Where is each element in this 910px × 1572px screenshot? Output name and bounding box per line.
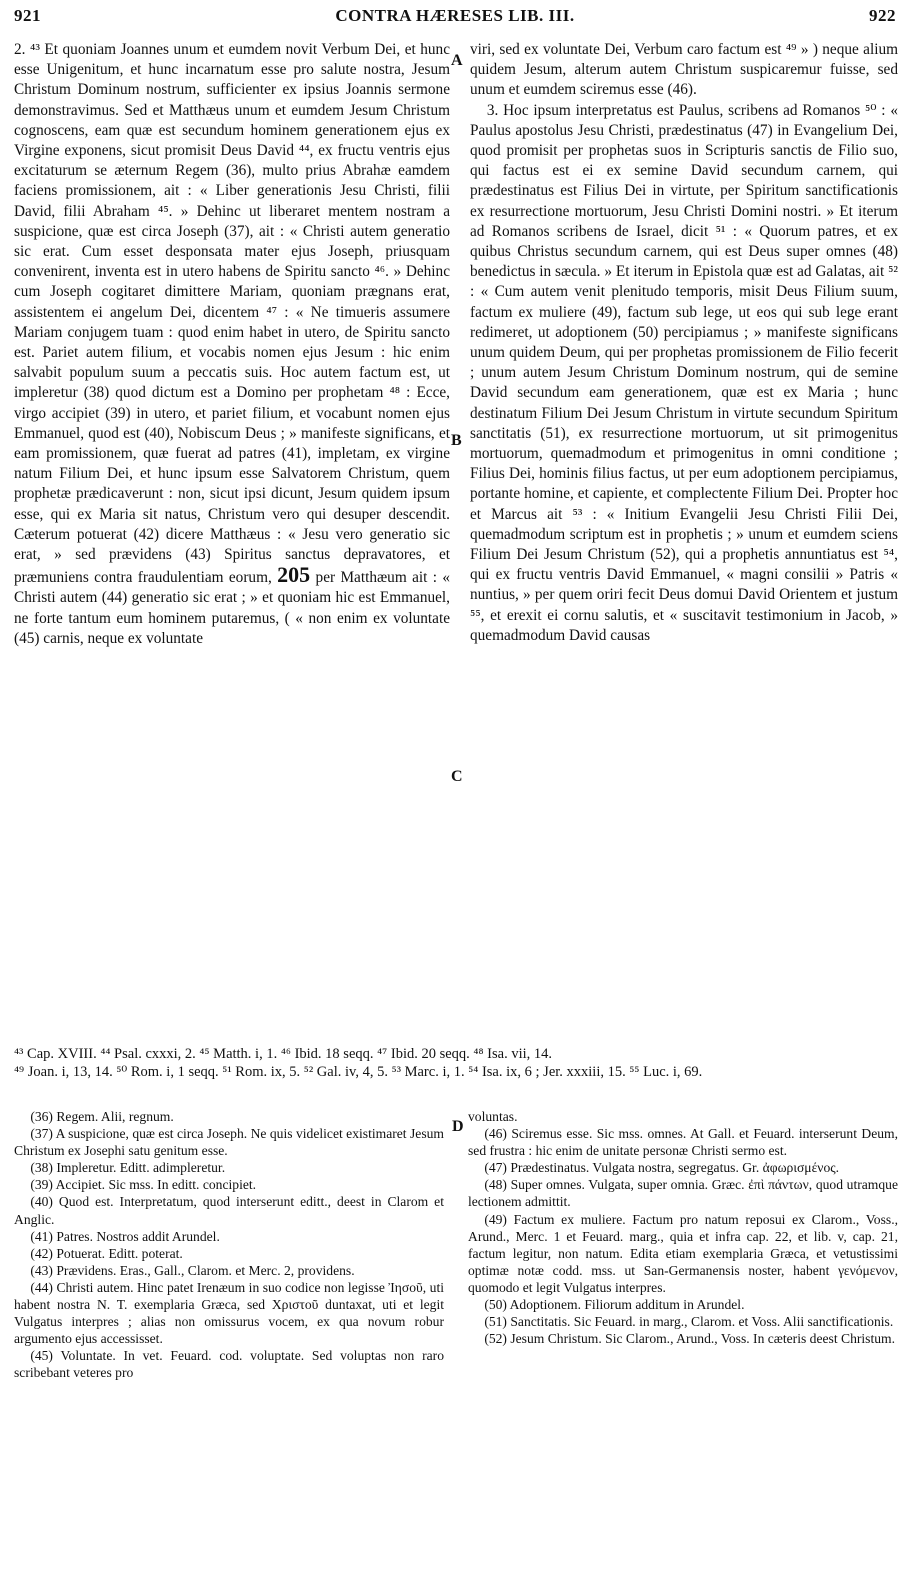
footnote: (51) Sanctitatis. Sic Feuard. in marg., Clarom. et Voss. Alii sanctificationis.: [484, 1314, 894, 1330]
footnote: (38) Impleretur. Editt. adimpleretur.: [30, 1160, 226, 1176]
margin-letter-a: A: [451, 52, 463, 69]
footnote: voluntas.: [468, 1109, 518, 1124]
footnote: (37) A suspicione, quæ est circa Joseph. Ne quis videlicet existimaret Jesum Christum ex Josephi satu genitum esse.: [14, 1126, 444, 1159]
footnote: (48) Super omnes. Vulgata, super omnia. Græc. ἐπὶ πάντων, quod utramque lectionem admittit.: [468, 1177, 898, 1210]
footnote: (49) Factum ex muliere. Factum pro natum reposui ex Clarom., Voss., Arund., Merc. 1 et Feuard. marg., quia et infra cap. 22, et lib. v, cap. 21, factum legitur, non natum. Edita etiam exemplaria Græca, et vetustissimi optimæ notæ codd. mss. ut San-Germanensis noster, habent γενόμενον, quomodo et legit Vulgatus interpres.: [468, 1211, 898, 1295]
footnote: (41) Patres. Nostros addit Arundel.: [30, 1228, 220, 1244]
page-number-left: 921: [14, 6, 41, 25]
footnote: (42) Potuerat. Editt. poterat.: [30, 1245, 183, 1261]
footnote: (40) Quod est. Interpretatum, quod interserunt editt., deest in Clarom et Anglic.: [14, 1194, 444, 1227]
margin-letter-d: D: [452, 1118, 464, 1135]
footnote: (44) Christi autem. Hinc patet Irenæum in suo codice non legisse Ἰησοῦ, uti habent nostra N. T. exemplaria Græca, sed Χριστοῦ duntaxat, uti et legit Vulgatus interpres ; alias non omissurus vocem, ex qua novum robur argumento ejus accessisset.: [14, 1279, 444, 1347]
footnote: (36) Regem. Alii, regnum.: [30, 1109, 174, 1124]
footnote: (45) Voluntate. In vet. Feuard. cod. voluptate. Sed voluptas non raro scribebant veteres pro: [14, 1348, 444, 1381]
footnote: (52) Jesum Christum. Sic Clarom., Arund., Voss. In cæteris deest Christum.: [484, 1331, 896, 1347]
footnote: (43) Prævidens. Eras., Gall., Clarom. et Merc. 2, providens.: [30, 1262, 355, 1278]
footnote: (47) Prædestinatus. Vulgata nostra, segregatus. Gr. ἀφωρισμένος.: [484, 1160, 840, 1176]
footnotes-left: [14, 1108, 444, 1382]
running-title: CONTRA HÆRESES LIB. III.: [335, 6, 575, 25]
footnote: (46) Sciremus esse. Sic mss. omnes. At Gall. et Feuard. interserunt Deum, sed frustra : hic enim de unitate personæ Christi sermo est.: [468, 1126, 898, 1159]
margin-letter-c: C: [451, 768, 463, 785]
margin-letter-b: B: [451, 432, 462, 449]
page-number-right: 922: [869, 6, 896, 25]
left-text-column: [14, 40, 450, 649]
scripture-references: ⁴⁹ Joan. i, 13, 14. ⁵⁰ Rom. i, 1 seqq. ⁵¹ Rom. ix, 5. ⁵² Gal. iv, 4, 5. ⁵³ Marc. i, 1. ⁵⁴ Isa. ix, 6 ; Jer. xxxiii, 15. ⁵⁵ Luc. i, 69.: [14, 1064, 703, 1080]
paragraph: [14, 40, 450, 649]
footnote: (39) Accipiet. Sic mss. In editt. concipiet.: [30, 1177, 257, 1193]
paragraph-text: per Matthæum ait : « Christi autem (44) generatio sic erat ; » et quoniam hic est Emmanuel, ne forte tantum eum hominem putaremus, ( « non enim ex voluntate (45) carnis, neque ex voluntate: [14, 569, 451, 647]
paragraph: 3. Hoc ipsum interpretatus est Paulus, scribens ad Romanos ⁵⁰ : « Paulus apostolus Jesu Christi, prædestinatus (47) in Evangelium Dei, quod promisit per prophetas suos in Scripturis sanctis de Filio suo, qui factus est ei ex semine David secundum carnem, qui prædestinatus est Filius Dei in virtute, per Spiritum sanctificationis ex resurrectione mortuorum, Jesu Christi Domini nostri. » Et iterum ad Romanos scribens de Israel, dicit ⁵¹ : « Quorum patres, et ex quibus Christus secundum carnem, qui est Deus super omnes (48) benedictus in sæcula. » Et iterum in Epistola quæ est ad Galatas, ait ⁵² : « Cum autem venit plenitudo temporis, misit Deus Filium suum, factum ex muliere (49), factum sub lege, ut eos qui sub lege erant redimeret, ut adoptionem (50) percipiamus ; » manifeste significans unum quidem Deum, qui per prophetas promissionem de Filio fecerit ; unum autem Jesum Christum Dominum nostrum, qui de semine David secundum eam generationem, quæ est ex Maria ; hunc destinatum Filium Dei Jesum Christum in virtute secundum Spiritum sanctitatis (51), ex resurrectione mortuorum, ut sit primogenitus mortuorum, quemadmodum et primogenitus in omni conditione ; Filius Dei, hominis filius factus, ut per eum adoptionem percipiamus, portante homine, et capiente, et complectente Filium Dei. Propter hoc et Marcus ait ⁵³ : « Initium Evangelii Jesu Christi Filii Dei, quemadmodum scriptum est in prophetis ; » unum et eumdem sciens Filium Dei Jesum Christum (52), qui a prophetis annuntiatus est ⁵⁴, qui ex fructu ventris David Emmanuel, « magni consilii » Patris « nuntius, » per quem oriri fecit Deus domui David Orientem et justum ⁵⁵, et erexit ei cornu salutis, et « suscitavit testimonium in Jacob, » quemadmodum David causas: [470, 101, 898, 644]
paragraph-text: 2. ⁴³ Et quoniam Joannes unum et eumdem novit Verbum Dei, et hunc esse Unigenitum, et hunc incarnatum esse pro salute nostra, Jesum Christum Dominum nostrum, sufficienter ex ipsius Joannis sermone demonstravimus. Sed et Matthæus unum et eumdem Jesum Christum cognoscens, eam quæ est secundum hominem generationem ejus ex Virgine exponens, sicut promisit Deus David ⁴⁴, ex fructu ventris ejus excitaturum se æternum Regem (36), multo prius Abrahæ eamdem faciens promissionem, ait : « Liber generationis Jesu Christi, filii David, filii Abraham ⁴⁵. » Dehinc ut liberaret mentem nostram a suspicione, quæ est circa Joseph (37), ait : « Christi autem generatio sic erat. Cum esset desponsata mater ejus Joseph, priusquam convenirent, inventa est in utero habens de Spiritu sancto ⁴⁶. » Dehinc cum Joseph cogitaret dimittere Mariam, quoniam prægnans erat, assistentem ei angelum Dei, dicentem ⁴⁷ : « Ne timueris assumere Mariam conjugem tuam : quod enim habet in utero, de Spiritu sancto est. Pariet autem filium, et vocabis nomen ejus Jesum : hic enim salvabit populum suum a peccatis suis. Hoc autem factum est, ut impleretur (38) quod dictum est a Domino per prophetam ⁴⁸ : Ecce, virgo accipiet (39) in utero, et pariet filium, et vocabunt nomen ejus Emmanuel, quod est (40), Nobiscum Deus ; » manifeste significans, et eam promissionem, quæ fuerat ad patres (41), impletam, ex virgine natum Filium Dei, et hunc ipsum esse Salvatorem Christum, quem prophetæ prædicaverunt : non, sicut ipsi dicunt, Jesum quidem ipsum esse, qui ex Maria sit natus, Christum vero qui desuper descendit. Cæterum potuerat (42) dicere Matthæus : « Jesu vero generatio sic erat, » sed prævidens (43) Spiritus sanctus depravatores, et præmuniens contra fraudulentiam eorum,: [14, 41, 450, 587]
page-header: [14, 6, 896, 32]
footnote: (50) Adoptionem. Filiorum additum in Arundel.: [484, 1297, 745, 1313]
margin-number: 205: [277, 562, 311, 588]
footnotes-right: [468, 1108, 898, 1347]
right-text-column: [470, 40, 898, 646]
paragraph: viri, sed ex voluntate Dei, Verbum caro factum est ⁴⁹ » ) neque alium quidem Jesum, alterum autem Christum suspicaremur fuisse, sed unum et eumdem sciremus esse (46).: [470, 41, 898, 99]
scripture-references: ⁴³ Cap. XVIII. ⁴⁴ Psal. cxxxi, 2. ⁴⁵ Matth. i, 1. ⁴⁶ Ibid. 18 seqq. ⁴⁷ Ibid. 20 seqq. ⁴⁸ Isa. vii, 14.: [14, 1046, 553, 1062]
